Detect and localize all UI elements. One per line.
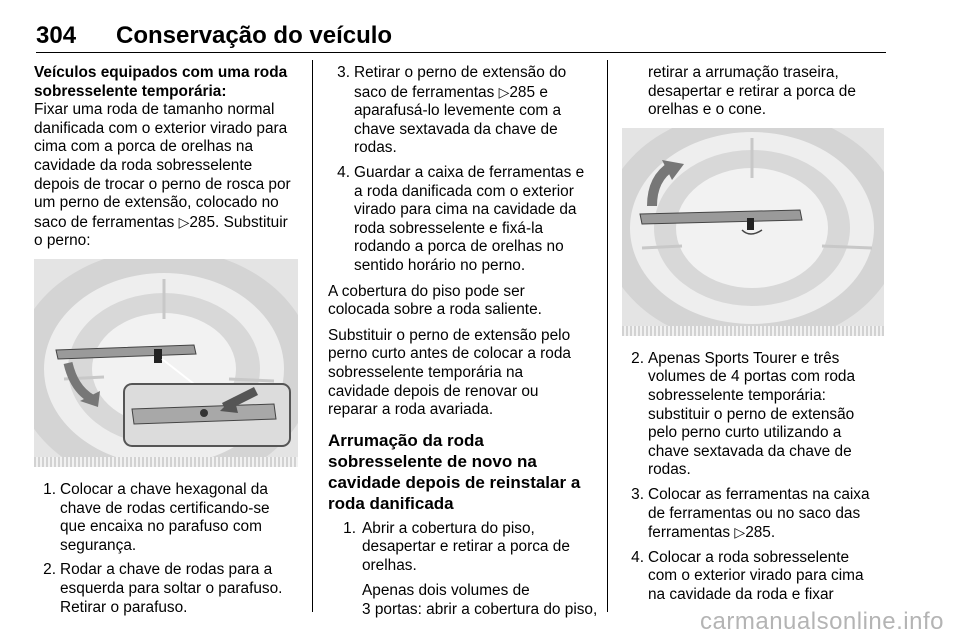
text-line: a roda danificada com o exterior [354,182,574,200]
section-heading [328,430,598,514]
heading-line: sobresselente de novo na [328,451,537,471]
page-header [36,22,886,52]
text-line: reparar a roda avariada. [328,401,494,419]
text-line: rodas. [354,139,397,157]
text-line: sobresselente temporária na [328,363,524,381]
text-fragment: ferramentas [648,524,735,542]
text-line: Rodar a chave de rodas para a [60,561,273,579]
page-ref-arrow-icon: ▷ [178,213,190,230]
continued-text [622,64,886,120]
text-line: chave de rodas certificando-se [60,499,270,517]
text-line: volumes de 4 portas com roda [648,368,856,386]
text-line: Apenas Sports Tourer e três [648,349,840,367]
page-reference[interactable]: 285 [745,524,771,542]
text-line: Colocar a roda sobresselente [648,548,850,566]
list-item [328,520,598,620]
list-item [622,350,886,480]
figure-bottom-strip [34,457,298,467]
figure-wheel-bolt-removal [34,259,298,467]
page-title: Conservação do veículo [116,22,393,49]
text-line [34,213,304,233]
list-number: 4. [337,163,350,181]
text-line: Guardar a caixa de ferramentas e [354,163,585,181]
figure-bottom-strip [622,326,884,336]
text-line: danificada com o exterior virado para [34,119,288,137]
column-divider-1 [312,60,313,612]
text-line: Retirar o perno de extensão do [354,64,567,81]
text-line: perno curto antes de colocar a roda [328,345,571,363]
list-item [328,64,598,158]
text-fragment: . Substituir [215,213,288,231]
page-reference[interactable]: 285 [189,213,216,231]
text-line: Retirar o parafuso. [60,598,188,616]
text-line: segurança. [60,536,137,554]
text-line: rodas. [648,461,691,479]
heading-line: roda danificada [328,493,454,513]
text-line: pelo perno curto utilizando a [648,424,842,442]
text-line: Apenas dois volumes de [362,582,530,600]
heading-line: Arrumação da roda [328,430,484,450]
list-number: 2. [631,349,644,367]
text-line: substituir o perno de extensão [648,405,855,423]
text-line: cavidade da roda sobresselente [34,156,253,174]
text-line: chave sextavada da chave de [354,120,558,138]
column-3 [622,64,886,605]
text-fragment: saco de ferramentas [354,83,499,101]
text-line: Substituir o perno de extensão pelo [328,326,571,344]
text-line: A cobertura do piso pode ser [328,282,525,300]
watermark[interactable]: carmanualsonline.info [700,608,944,635]
text-line: esquerda para soltar o parafuso. [60,579,283,597]
text-line: roda sobresselente e fixá-la [354,219,544,237]
text-line: cavidade depois de renovar ou [328,382,539,400]
floor-cover-illustration [622,128,884,336]
page-ref-arrow-icon: ▷ [734,524,746,541]
figure-floor-cover-removal [622,128,884,336]
text-line: com o exterior virado para cima [648,567,864,585]
text-line: Colocar a chave hexagonal da [60,480,268,498]
text-line: colocada sobre a roda saliente. [328,301,542,319]
text-line: rodando a porca de orelhas no [354,238,564,256]
column-2 [328,64,598,620]
text-fragment: e [535,83,548,101]
text-line: 3 portas: abrir a cobertura do piso, [362,601,598,619]
text-line: de ferramentas ou no saco das [648,504,861,522]
wheel-well-illustration [34,259,298,467]
text-line: sobresselente temporária: [648,386,826,404]
text-line [648,523,886,543]
column-divider-2 [607,60,608,612]
page-number: 304 [36,22,77,49]
list-item [328,164,598,276]
text-line: Colocar as ferramentas na caixa [648,485,870,503]
text-line [354,83,598,103]
text-fragment: . [770,524,776,542]
list-item [34,481,304,555]
page-ref-arrow-icon: ▷ [498,83,510,100]
text-line: Fixar uma roda de tamanho normal [34,101,275,119]
text-line: desapertar e retirar a porca de [362,538,570,556]
list-item [622,486,886,543]
page-reference[interactable]: 285 [509,83,536,101]
list-number: 3. [337,64,350,81]
heading-line: cavidade depois de reinstalar a [328,472,581,492]
section-heading-line: Veículos equipados com uma roda [34,64,288,81]
text-line: na cavidade da roda e fixar [648,585,834,603]
text-line: orelhas e o cone. [648,101,767,119]
text-line: orelhas. [362,556,417,574]
list-item [34,561,304,617]
text-line: retirar a arrumação traseira, [648,64,839,81]
text-line: chave sextavada da chave de [648,442,852,460]
list-number: 1. [343,519,356,537]
text-line: desapertar e retirar a porca de [648,82,856,100]
header-rule [36,52,886,53]
text-line: depois de trocar o perno de rosca por [34,175,291,193]
text-line: Abrir a cobertura do piso, [362,519,535,537]
list-item [622,549,886,605]
text-line: um perno de extensão, colocado no [34,194,279,212]
column-1 [34,64,304,617]
list-number: 1. [43,480,56,498]
list-number: 2. [43,561,56,579]
section-heading-line: sobresselente temporária: [34,82,227,100]
text-line: que encaixa no parafuso com [60,518,262,536]
text-line: aparafusá-lo levemente com a [354,102,562,120]
list-number: 4. [631,548,644,566]
text-fragment: saco de ferramentas [34,213,179,231]
list-number: 3. [631,485,644,503]
text-line: cima com a porca de orelhas na [34,138,254,156]
text-line: sentido horário no perno. [354,256,526,274]
text-line: virado para cima na cavidade da [354,201,577,219]
text-line: o perno: [34,232,91,250]
